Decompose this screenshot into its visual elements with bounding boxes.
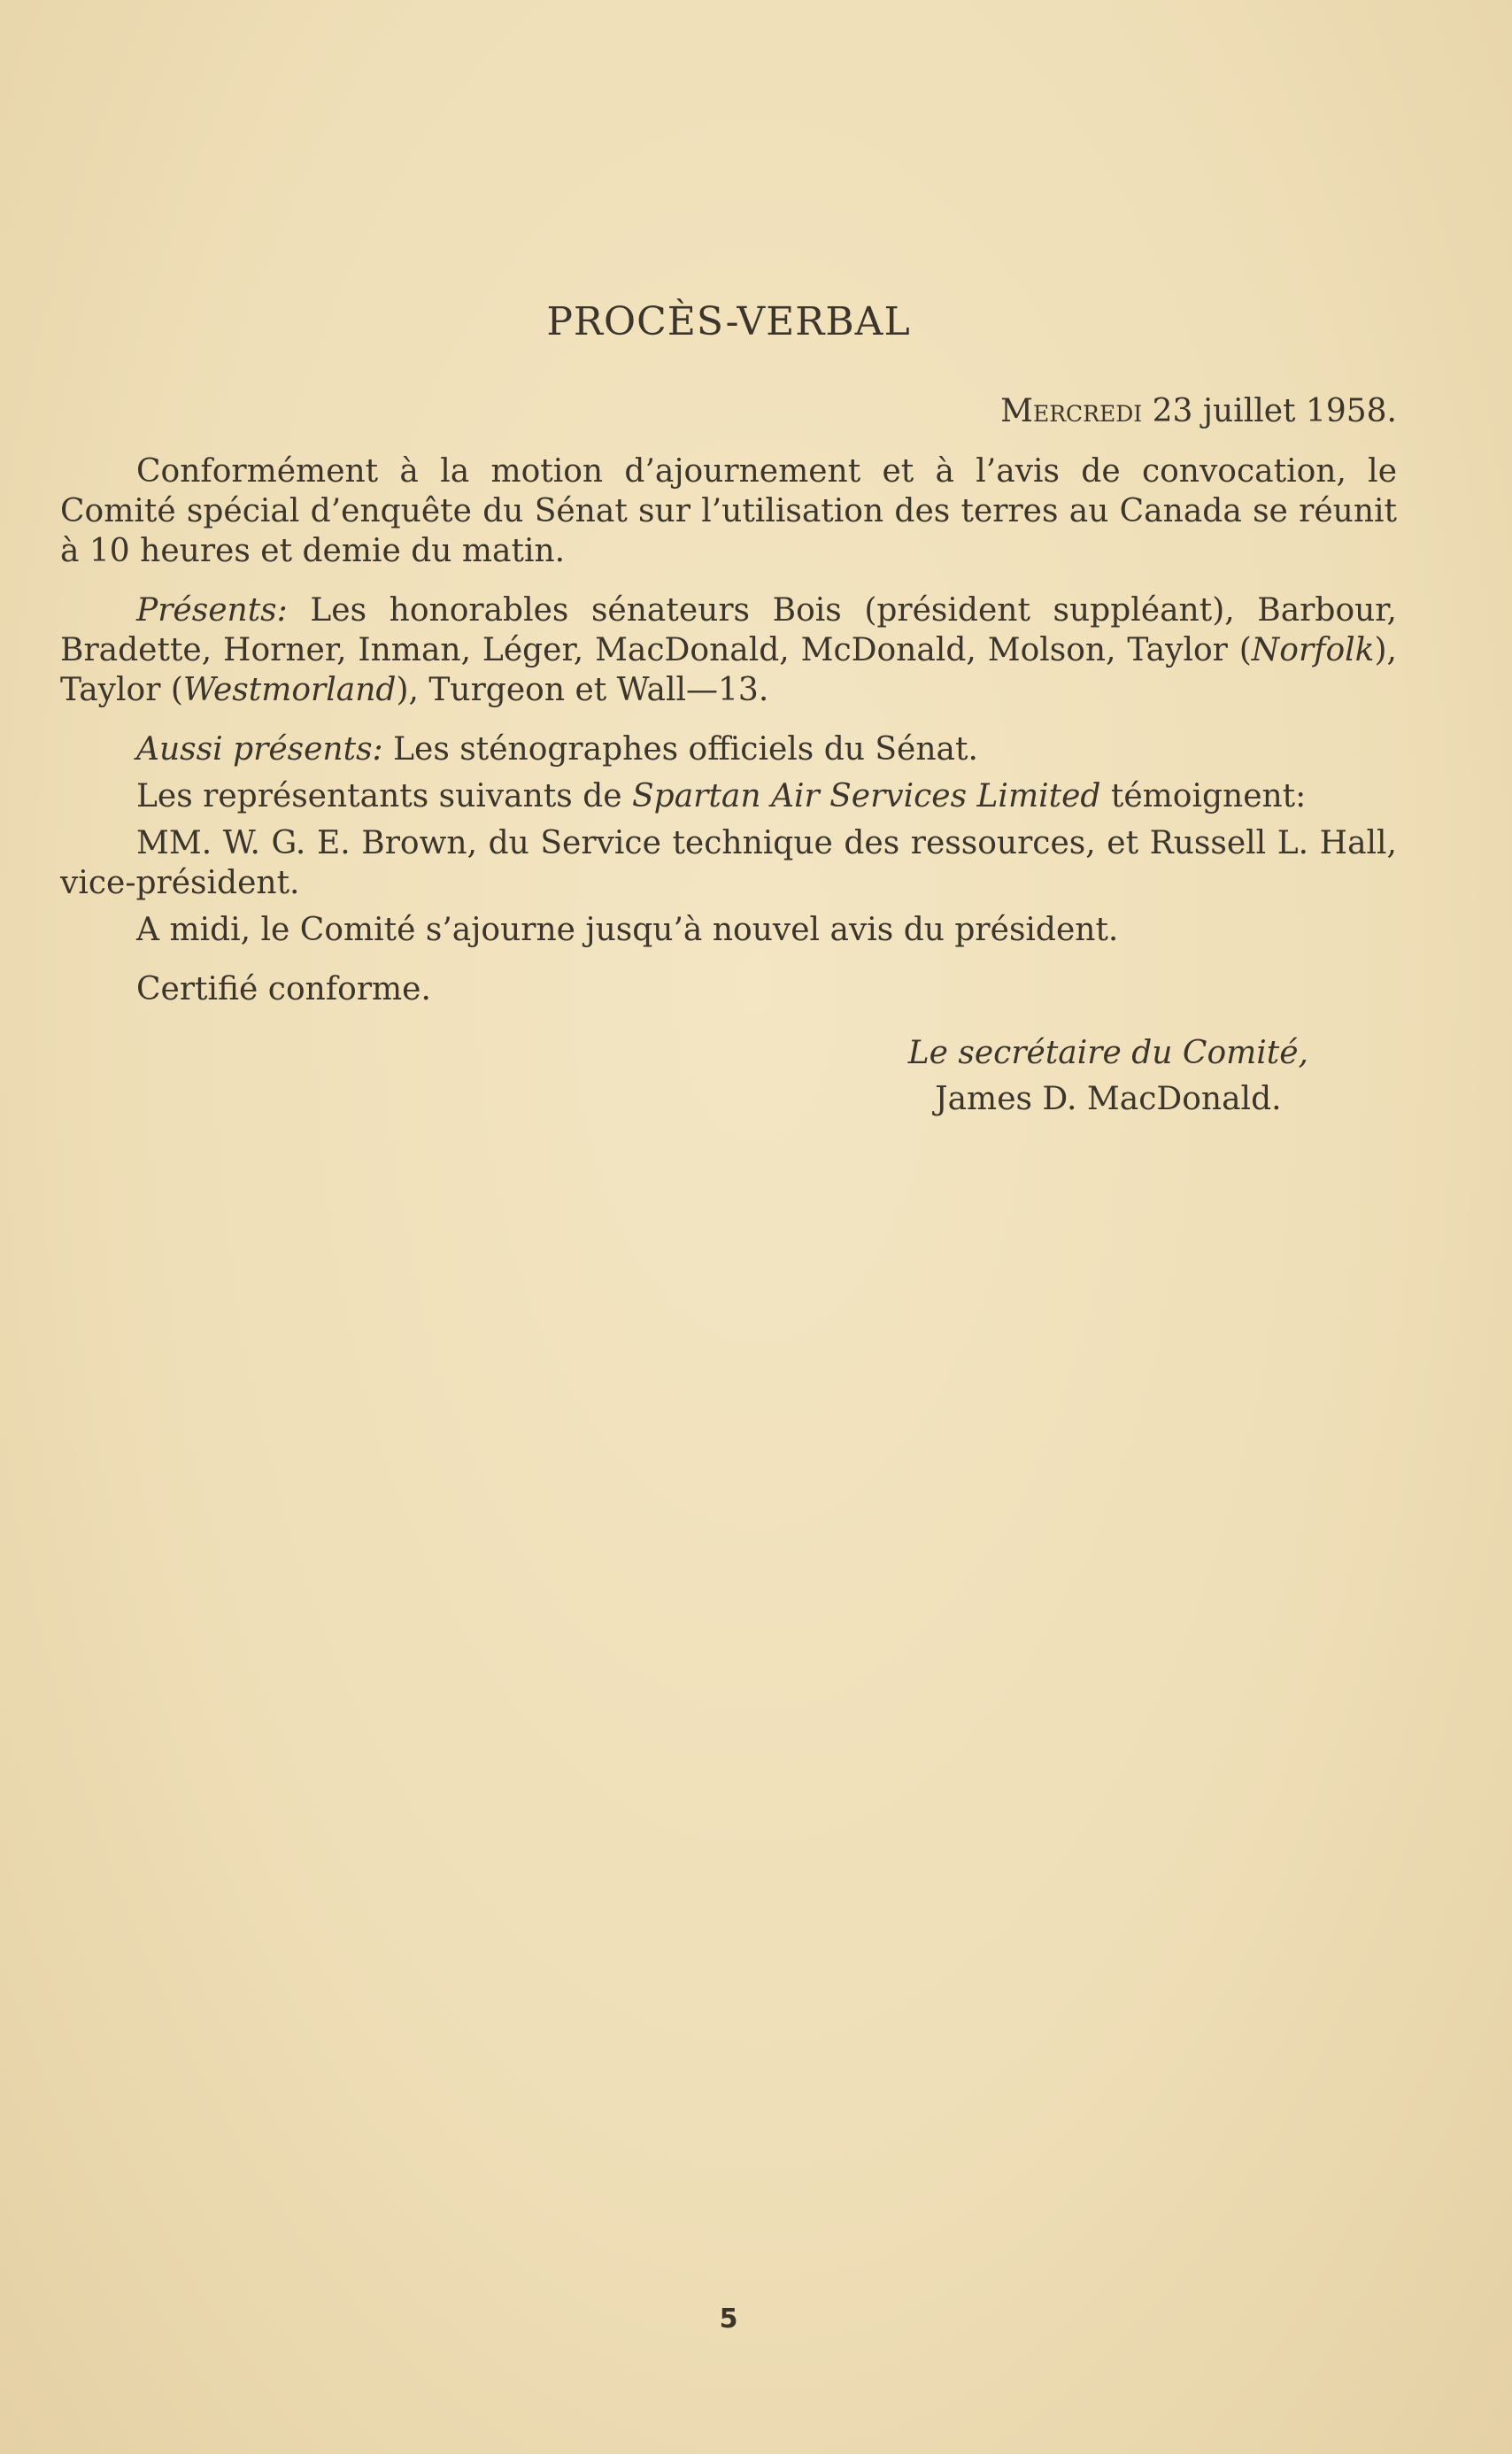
paragraph-also-present: [60, 729, 1397, 769]
signature-name: James D. MacDonald.: [935, 1081, 1282, 1117]
present-text-1: Les honorables sénateurs Bois (président suppléant), Barbour, Bradette, Horner, Inman, Léger, MacDonald, McDonald, Molson, Taylor (: [60, 592, 1397, 668]
signature-block: [908, 1030, 1308, 1123]
also-present-label: Aussi présents:: [136, 731, 383, 768]
paragraph-present: [60, 590, 1397, 710]
also-present-text: Les sténographes officiels du Sénat.: [382, 731, 978, 768]
paragraph-opening: Conformément à la motion d’ajournement et à l’avis de convocation, le Comité spécial d’enquête du Sénat sur l’utilisation des terres au Canada se réunit à 10 heures et demie du matin.: [60, 453, 1397, 569]
meeting-weekday: Mercredi: [1000, 393, 1143, 429]
witnesses-intro-text-2: témoignent:: [1100, 778, 1307, 814]
minutes-body: [60, 451, 1397, 1009]
signature-role: Le secrétaire du Comité,: [907, 1035, 1308, 1071]
meeting-date-text: 23 juillet 1958.: [1142, 393, 1397, 429]
constituency-westmorland: Westmorland: [182, 672, 397, 708]
document-page: [60, 0, 1397, 2454]
present-text-2: ), Taylor (: [60, 632, 1397, 708]
constituency-norfolk: Norfolk: [1251, 632, 1375, 668]
company-name: Spartan Air Services Limited: [632, 778, 1101, 814]
paragraph-adjournment: A midi, le Comité s’ajourne jusqu’à nouvel avis du président.: [136, 912, 1119, 948]
page-title: PROCÈS-VERBAL: [546, 299, 911, 344]
paragraph-witnesses-intro: [60, 776, 1397, 816]
paragraph-witnesses: MM. W. G. E. Brown, du Service technique des ressources, et Russell L. Hall, vice-président.: [60, 825, 1397, 901]
meeting-date: [1000, 393, 1397, 429]
paragraph-certified: Certifié conforme.: [136, 971, 431, 1007]
present-text-3: ), Turgeon et Wall—13.: [396, 672, 769, 708]
page-number: 5: [719, 2304, 738, 2334]
present-label: Présents:: [136, 592, 288, 629]
witnesses-intro-text-1: Les représentants suivants de: [136, 778, 633, 814]
